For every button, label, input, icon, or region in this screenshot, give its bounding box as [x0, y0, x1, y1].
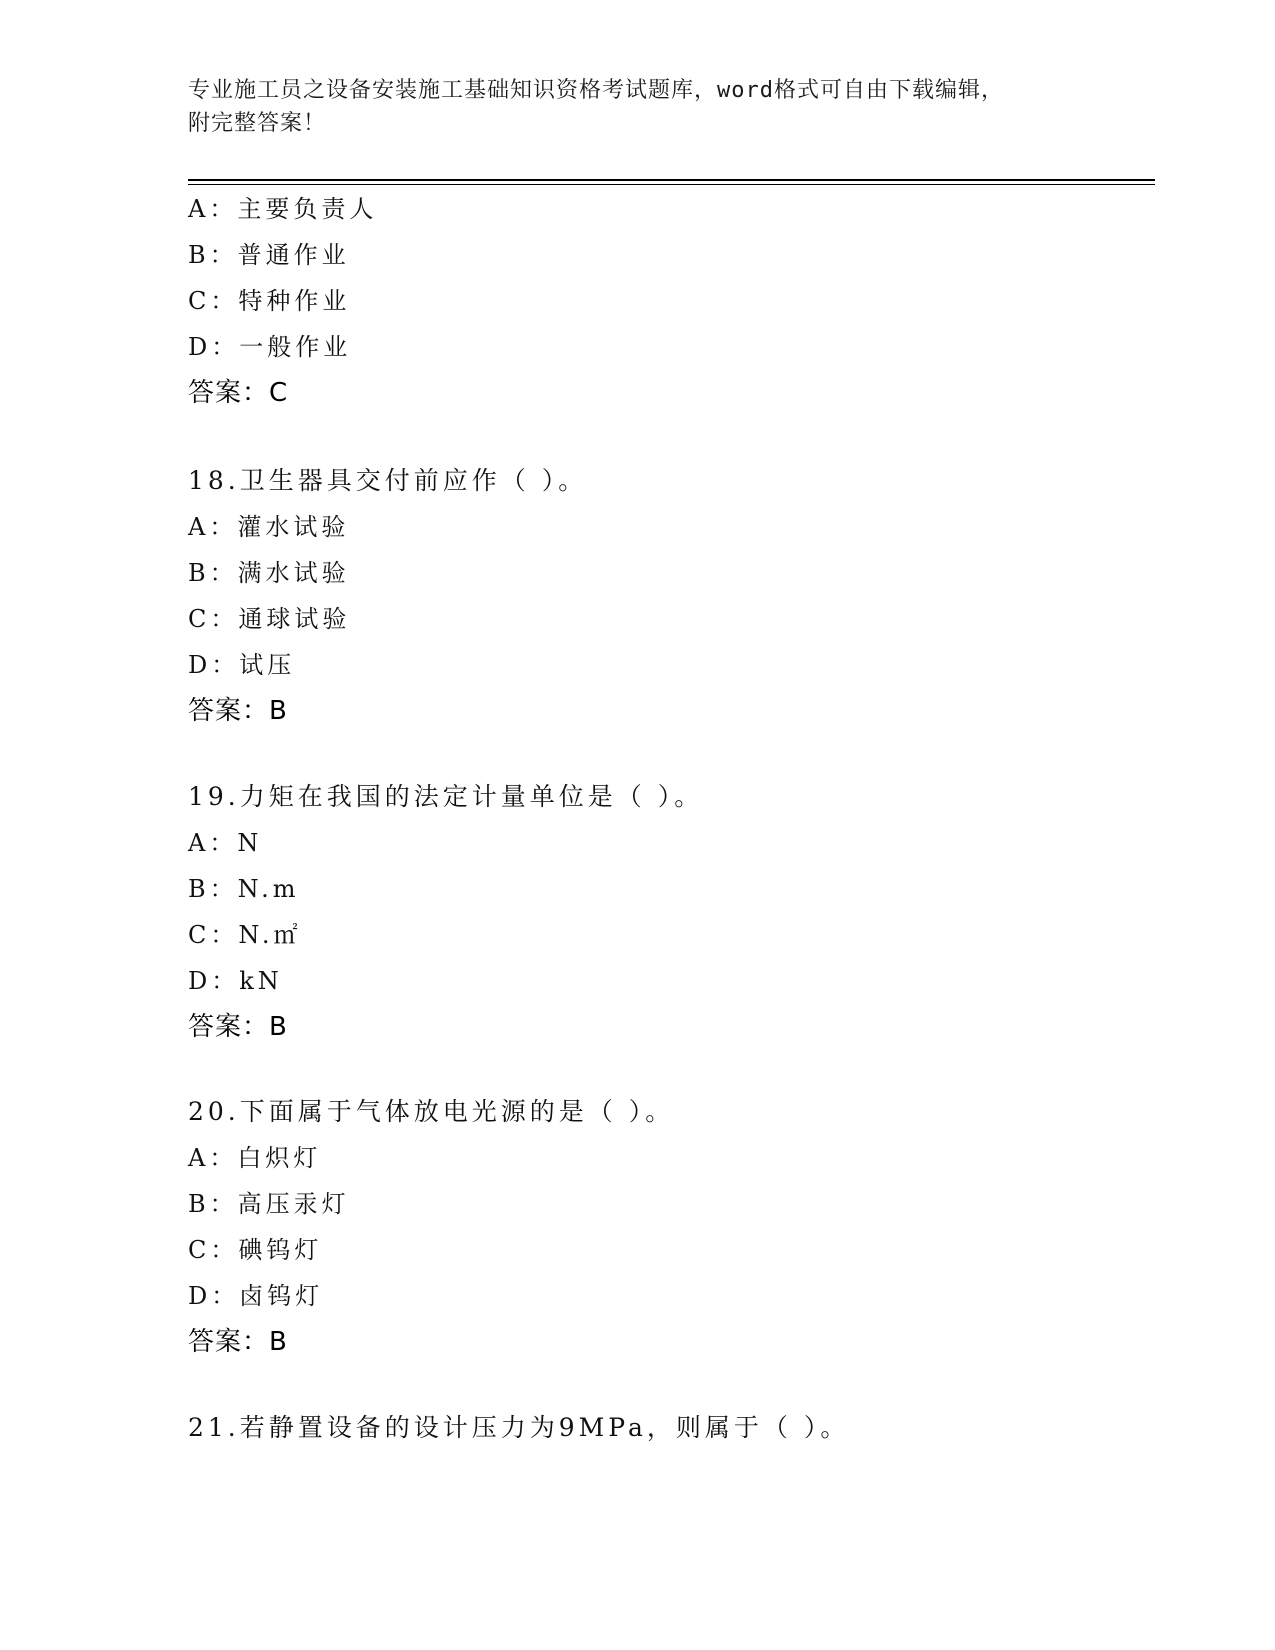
answer-line: 答案：B — [188, 1012, 288, 1042]
option-c: C：特种作业 — [188, 287, 351, 315]
option-d: D：试压 — [188, 651, 296, 679]
option-b: B：高压汞灯 — [188, 1190, 350, 1218]
question-text: 20.下面属于气体放电光源的是（ ）。 — [188, 1097, 675, 1126]
question-18-block — [188, 458, 1148, 734]
question-21-block — [188, 1405, 1148, 1451]
option-d: D：kN — [188, 967, 283, 995]
question-text: 21.若静置设备的设计压力为9MPa，则属于（ ）。 — [188, 1413, 850, 1442]
header-line-2: 附完整答案！ — [188, 111, 327, 136]
option-c: C：N.㎡ — [188, 921, 302, 949]
header-divider-thick — [188, 179, 1155, 181]
option-d: D：卤钨灯 — [188, 1282, 324, 1310]
option-a: A：N — [188, 829, 263, 857]
question-17-block — [188, 186, 1148, 416]
answer-line: 答案：B — [188, 696, 288, 726]
option-a: A：白炽灯 — [188, 1144, 322, 1172]
question-text: 18.卫生器具交付前应作（ ）。 — [188, 466, 588, 495]
option-b: B：普通作业 — [188, 241, 350, 269]
header-line-1: 专业施工员之设备安装施工基础知识资格考试题库，word格式可自由下载编辑， — [188, 78, 1004, 103]
option-c: C：通球试验 — [188, 605, 351, 633]
option-b: B：满水试验 — [188, 559, 350, 587]
header-divider-thin — [188, 184, 1155, 185]
document-header — [188, 74, 1088, 140]
option-a: A：灌水试验 — [188, 513, 350, 541]
option-b: B：N.m — [188, 875, 300, 903]
question-19-block — [188, 774, 1148, 1050]
question-text: 19.力矩在我国的法定计量单位是（ ）。 — [188, 782, 704, 811]
answer-line: 答案：B — [188, 1327, 288, 1357]
option-c: C：碘钨灯 — [188, 1236, 323, 1264]
option-a: A：主要负责人 — [188, 195, 378, 223]
option-d: D：一般作业 — [188, 333, 352, 361]
question-20-block — [188, 1089, 1148, 1365]
answer-line: 答案：C — [188, 378, 289, 408]
